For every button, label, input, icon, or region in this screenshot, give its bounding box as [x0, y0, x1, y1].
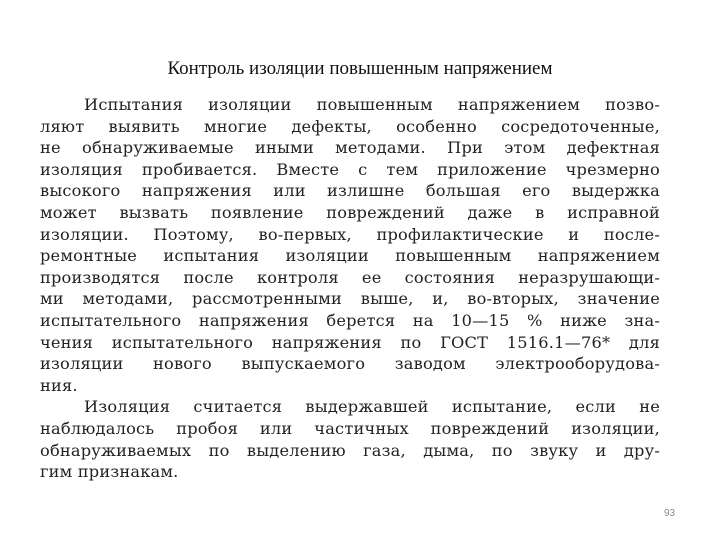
text-line: чения испытательного напряжения по ГОСТ 1516.1—76* для — [40, 332, 660, 352]
text-line: изоляции. Поэтому, во-первых, профилактические и после- — [40, 224, 660, 244]
text-line: не обнаруживаемые иными методами. При этом дефектная — [40, 138, 660, 158]
page-number: 93 — [664, 508, 676, 519]
text-line: испытательного напряжения берется на 10—15 % ниже зна- — [40, 310, 660, 330]
text-line: изоляция пробивается. Вместе с тем приложение чрезмерно — [40, 159, 660, 179]
slide-title: Контроль изоляции повышенным напряжением — [167, 58, 553, 79]
text-line: обнаруживаемых по выделению газа, дыма, по звуку и дру- — [40, 440, 660, 460]
text-line: может вызвать появление повреждений даже в исправной — [40, 202, 660, 222]
scanned-text-block — [40, 94, 660, 483]
text-line: наблюдалось пробоя или частичных повреждений изоляции, — [40, 418, 660, 438]
text-line: ляют выявить многие дефекты, особенно сосредоточенные, — [40, 116, 660, 136]
text-line: ремонтные испытания изоляции повышенным напряжением — [40, 246, 660, 266]
text-line: Испытания изоляции повышенным напряжением позво- — [84, 95, 660, 114]
text-line: высокого напряжения или излишне большая его выдержка — [40, 181, 660, 201]
text-line: ми методами, рассмотренными выше, и, во-вторых, значение — [40, 289, 660, 309]
text-line: гим признакам. — [40, 462, 179, 482]
text-line: производятся после контроля ее состояния неразрушающи- — [40, 267, 660, 287]
text-line: ния. — [40, 375, 78, 395]
text-line: Изоляция считается выдержавшей испытание, если не — [84, 397, 660, 417]
text-line: изоляции нового выпускаемого заводом электрооборудова- — [40, 354, 660, 374]
